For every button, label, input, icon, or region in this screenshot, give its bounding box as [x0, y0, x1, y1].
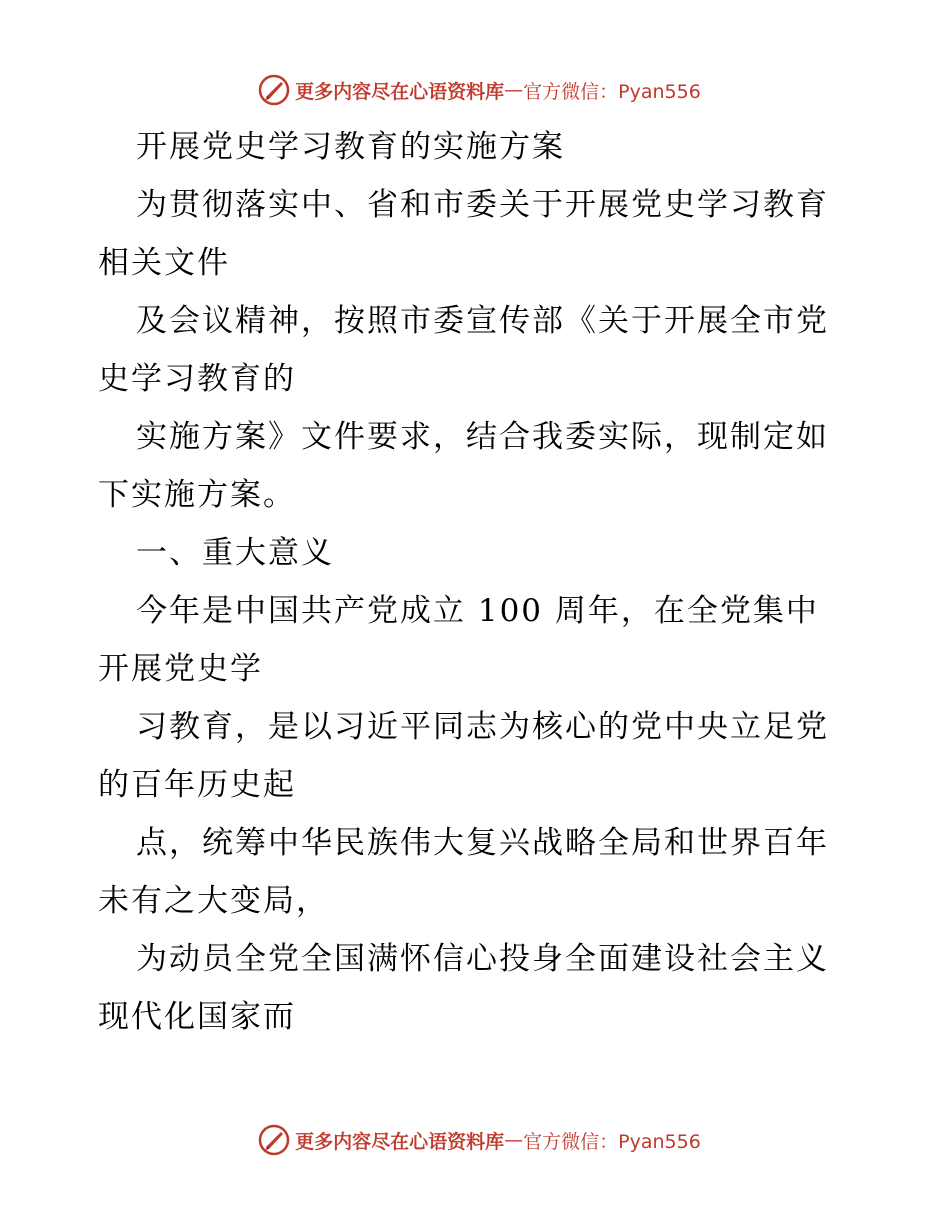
header-watermark: [0, 70, 950, 110]
quill-logo-icon: [257, 73, 291, 107]
watermark-brand: 更多内容尽在心语资料库: [295, 80, 505, 103]
watermark-dash: —: [504, 1129, 524, 1151]
paragraph-line: 点，统筹中华民族伟大复兴战略全局和世界百年: [136, 825, 829, 861]
watermark-brand: 更多内容尽在心语资料库: [295, 1130, 505, 1153]
paragraph-line: 现代化国家而: [98, 999, 296, 1035]
paragraph-line: 今年是中国共产党成立 100 周年，在全党集中: [136, 593, 819, 629]
document-title: 开展党史学习教育的实施方案: [136, 129, 565, 165]
footer-watermark: [0, 1120, 950, 1160]
paragraph-line: 下实施方案。: [98, 477, 296, 513]
document-body: [98, 118, 858, 1046]
paragraph-line: 史学习教育的: [98, 361, 296, 397]
quill-logo-icon: [257, 1123, 291, 1157]
watermark-dash: —: [504, 79, 524, 101]
paragraph-line: 及会议精神，按照市委宣传部《关于开展全市党: [136, 303, 829, 339]
paragraph-line: 实施方案》文件要求，结合我委实际，现制定如: [136, 419, 829, 455]
section-heading: 一、重大意义: [136, 535, 334, 571]
paragraph-line: 为贯彻落实中、省和市委关于开展党史学习教育: [136, 187, 829, 223]
paragraph-line: 未有之大变局，: [98, 883, 329, 919]
paragraph-line: 开展党史学: [98, 651, 263, 687]
paragraph-line: 习教育，是以习近平同志为核心的党中央立足党: [136, 709, 829, 745]
paragraph-line: 相关文件: [98, 245, 230, 281]
paragraph-line: 为动员全党全国满怀信心投身全面建设社会主义: [136, 941, 829, 977]
watermark-contact: 官方微信：Pyan556: [523, 1130, 701, 1153]
paragraph-line: 的百年历史起: [98, 767, 296, 803]
watermark-contact: 官方微信：Pyan556: [523, 80, 701, 103]
